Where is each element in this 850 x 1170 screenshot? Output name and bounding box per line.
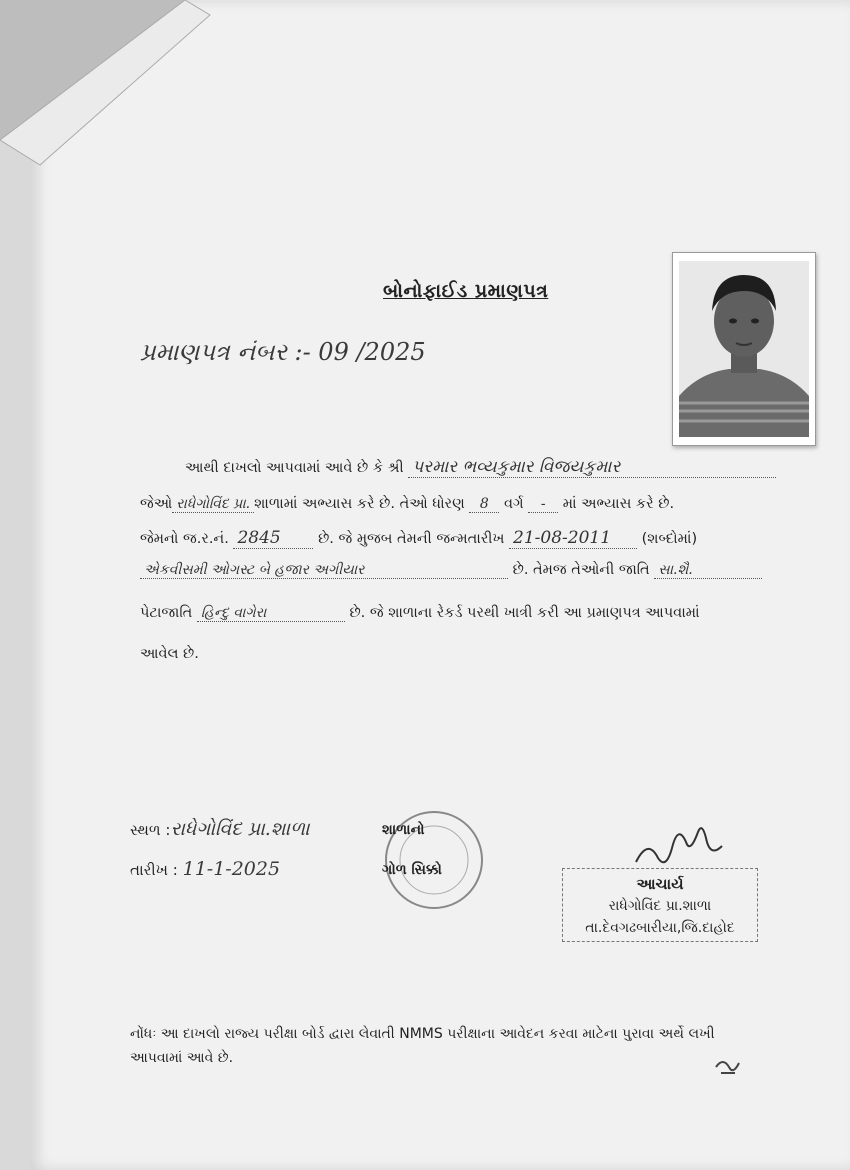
birth-date-words: એકવીસમી ઓગસ્ટ બે હજાર અગીયાર: [140, 562, 508, 579]
birth-date: 21-08-2011: [509, 528, 637, 549]
certificate-title: બોનોફાઈડ પ્રમાણપત્ર: [383, 280, 549, 302]
line-5: પેટાજાતિ હિન્દુ વાગેરા છે. જે શાળાના રેકર્ડ પરથી ખાત્રી કરી આ પ્રમાણપત્ર આપવામાં: [140, 605, 700, 621]
line-3: જેમનો જ.ર.નં. 2845 છે. જે મુજબ તેમની જન્મતારીખ 21-08-2011 (શબ્દોમાં): [140, 528, 698, 548]
initials-mark: [713, 1055, 743, 1079]
school-name: રાધેગોવિંદ પ્રા.: [172, 496, 254, 513]
seal-label-1: શાળાનો: [382, 822, 425, 838]
footnote: નોંધઃ આ દાખલો રાજ્ય પરીક્ષા બોર્ડ દ્વારા લેવાતી NMMS પરીક્ષાના આવેદન કરવા માટેના પુરાવા અર્થે લખી આપવામાં આવે છે.: [130, 1026, 715, 1066]
date-line: તારીખ : 11-1-2025: [130, 858, 281, 880]
principal-stamp: [562, 868, 758, 942]
line-1: આથી દાખલો આપવામાં આવે છે કે શ્રી પરમાર ભવ્યકુમાર વિજયકુમાર: [185, 457, 776, 478]
line-4: એકવીસમી ઓગસ્ટ બે હજાર અગીયાર છે. તેમજ તેઓની જાતિ સા.શૈ.: [140, 562, 762, 579]
subcaste: હિન્દુ વાગેરા: [197, 605, 345, 622]
principal-address: તા.દેવગઢબારીયા,જિ.દાહોદ: [585, 920, 735, 936]
place-line: સ્થળ :રાધેગોવિંદ પ્રા.શાળા: [130, 818, 310, 840]
principal-school: રાધેગોવિંદ પ્રા.શાળા: [608, 898, 712, 914]
student-photo: [672, 252, 816, 446]
place-value: રાધેગોવિંદ પ્રા.શાળા: [170, 818, 310, 840]
date-value: 11-1-2025: [182, 858, 281, 880]
division: -: [528, 496, 558, 513]
line-6: આવેલ છે.: [140, 646, 199, 662]
principal-title: આચાર્ય: [636, 875, 684, 893]
standard: 8: [469, 496, 499, 513]
student-name: પરમાર ભવ્યકુમાર વિજયકુમાર: [408, 457, 776, 478]
register-number: 2845: [233, 528, 313, 549]
caste: સા.શૈ.: [654, 562, 762, 579]
certificate-paper: [30, 0, 850, 1170]
folded-corner: [0, 0, 230, 170]
certificate-number: પ્રમાણપત્ર નંબર :- 09 /2025: [140, 338, 426, 366]
line-2: જેઓ રાધેગોવિંદ પ્રા. શાળામાં અભ્યાસ કરે છે. તેઓ ધોરણ 8 વર્ગ - માં અભ્યાસ કરે છે.: [140, 496, 675, 512]
seal-label-2: ગોળ સિક્કો: [382, 862, 442, 878]
